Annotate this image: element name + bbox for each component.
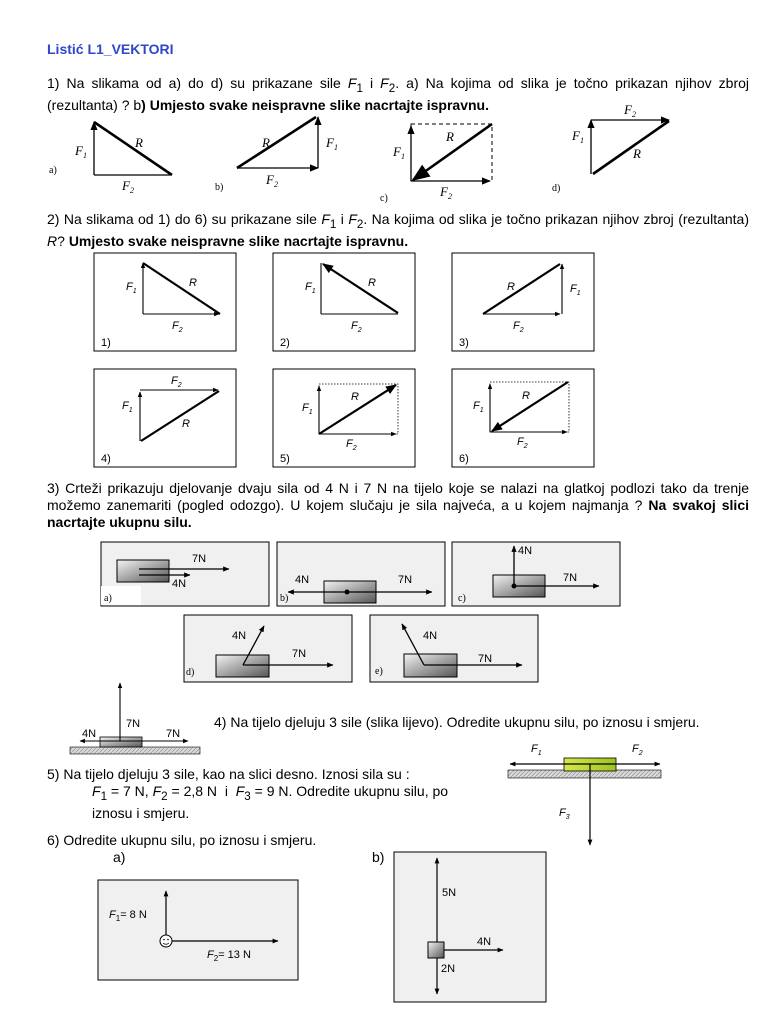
q1-figure-a bbox=[49, 122, 172, 195]
q6a-f1-label: $F_1= 8$ N bbox=[109, 909, 147, 923]
q2-figure-3-label: 3) bbox=[459, 337, 469, 349]
q2f2-f2-label: $F_2$ bbox=[351, 320, 362, 334]
q1-figure-a-label: a) bbox=[49, 165, 57, 176]
q2-figure-3 bbox=[452, 253, 594, 351]
q5-figure bbox=[508, 743, 661, 845]
q6-label-a: a) bbox=[113, 849, 126, 865]
q2-figure-2 bbox=[273, 253, 415, 351]
q2f3-r-label: R bbox=[507, 281, 515, 293]
q2-figure-2-label: 2) bbox=[280, 337, 290, 349]
q2f2-f1-label: $F_1$ bbox=[305, 281, 316, 295]
q2-figure-4 bbox=[94, 369, 236, 467]
q3-figure-d bbox=[184, 615, 352, 682]
q1a-f1-label: $F_1$ bbox=[75, 143, 87, 160]
q3-figure-b bbox=[277, 542, 445, 606]
q1a-f2-label: $F_2$ bbox=[122, 178, 134, 195]
q1-figure-b bbox=[215, 117, 338, 193]
q2-figure-6 bbox=[452, 369, 594, 467]
q3-figure-d-label: d) bbox=[186, 667, 195, 678]
q4-7n-right-label: 7N bbox=[166, 728, 181, 740]
q3e-7n-label: 7N bbox=[478, 653, 493, 665]
q6b-5n-label: 5N bbox=[442, 887, 457, 899]
q2f5-f2-label: $F_2$ bbox=[346, 438, 357, 452]
q2f3-f2-label: $F_2$ bbox=[513, 320, 524, 334]
q2f3-f1-label: $F_1$ bbox=[570, 283, 581, 297]
q3-figure-a bbox=[101, 542, 269, 606]
q3-figure-e-label: e) bbox=[375, 666, 383, 677]
q1-figure-c-label: c) bbox=[380, 193, 388, 204]
q6-figure-a bbox=[98, 880, 298, 980]
q3a-4n-label: 4N bbox=[172, 578, 187, 590]
q3-figure-c-label: c) bbox=[458, 593, 466, 604]
question-5-line-2: $F_1 = 7$ N, $F_2 = 2,8$ N i $F_3 = 9$ N. Odredite ukupnu silu, po iznosu i smjeru. bbox=[92, 783, 449, 821]
q1b-f2-label: $F_2$ bbox=[266, 172, 278, 189]
q4-7n-up-label: 7N bbox=[126, 718, 141, 730]
q2f4-f2-label: $F_2$ bbox=[171, 375, 182, 389]
q1a-r-label: R bbox=[135, 135, 143, 150]
q6b-2n-label: 2N bbox=[441, 963, 456, 975]
q3d-4n-label: 4N bbox=[232, 630, 247, 642]
q5-f2-label: $F_2$ bbox=[632, 743, 643, 757]
smiley-icon bbox=[160, 935, 172, 947]
q2f5-f1-label: $F_1$ bbox=[302, 402, 313, 416]
page-title: Listić L1_VEKTORI bbox=[47, 41, 174, 57]
q2-figure-1-label: 1) bbox=[101, 337, 111, 349]
q1-figure-c bbox=[380, 124, 492, 204]
q3c-7n-label: 7N bbox=[563, 572, 578, 584]
q1-figure-d bbox=[552, 102, 669, 194]
question-6-text: 6) Odredite ukupnu silu, po iznosu i smjeru. bbox=[47, 832, 317, 848]
q1b-r-label: R bbox=[262, 135, 270, 150]
question-3-text: 3) Crteži prikazuju djelovanje dvaju sila od 4 N i 7 N na tijelo koje se nalazi na glatkoj podlozi tako da trenje možemo zanemariti (pogled odozgo). U kojem slučaju je sila najveća, a u kojem najmanja ? Na svakoj slici nacrtajte ukupnu silu. bbox=[47, 480, 749, 530]
q2-figure-4-label: 4) bbox=[101, 453, 111, 465]
q1c-f1-label: $F_1$ bbox=[393, 144, 405, 161]
q3a-7n-label: 7N bbox=[192, 553, 207, 565]
q3b-7n-label: 7N bbox=[398, 574, 413, 586]
q2-figure-1 bbox=[94, 253, 236, 351]
q1-figure-d-label: d) bbox=[552, 183, 561, 194]
q2f4-r-label: R bbox=[182, 418, 190, 430]
q1-figure-b-label: b) bbox=[215, 182, 224, 193]
q5-f1-label: $F_1$ bbox=[531, 743, 542, 757]
q2f1-f2-label: $F_2$ bbox=[172, 320, 183, 334]
q3b-4n-label: 4N bbox=[295, 574, 310, 586]
q2f1-f1-label: $F_1$ bbox=[126, 281, 137, 295]
q6-label-b: b) bbox=[372, 849, 385, 865]
q3-figure-b-label: b) bbox=[280, 593, 289, 604]
q2f2-r-label: R bbox=[368, 277, 376, 289]
q1d-f2-label: $F_2$ bbox=[624, 102, 636, 119]
q1b-f1-label: $F_1$ bbox=[326, 135, 338, 152]
q3-figure-a-label: a) bbox=[104, 593, 112, 604]
q3-figure-e bbox=[370, 615, 538, 682]
question-1-text: 1) Na slikama od a) do d) su prikazane sile $F_1$ i $F_2$. a) Na kojima od slika je točno prikazan njihov zbroj (rezultanta) ? b) Umjesto svake neispravne slike nacrtajte ispravnu. bbox=[47, 75, 750, 113]
question-2-text: 2) Na slikama od 1) do 6) su prikazane sile $F_1$ i $F_2$. Na kojima od slika je točno prikazan njihov zbroj (rezultanta) R? Umjesto svake neispravne slike nacrtajte ispravnu. bbox=[47, 211, 750, 249]
q3e-4n-label: 4N bbox=[423, 630, 438, 642]
q2f6-r-label: R bbox=[522, 390, 530, 402]
question-5-line-1: 5) Na tijelo djeluju 3 sile, kao na slici desno. Iznosi sila su : bbox=[47, 766, 410, 782]
q2f1-r-label: R bbox=[189, 277, 197, 289]
q2-figure-5-label: 5) bbox=[280, 453, 290, 465]
q6a-f2-label: $F_2= 13$ N bbox=[207, 949, 251, 963]
q1d-r-label: R bbox=[633, 146, 641, 161]
q2-figure-6-label: 6) bbox=[459, 453, 469, 465]
q3d-7n-label: 7N bbox=[292, 648, 307, 660]
q3-figure-c bbox=[452, 542, 620, 606]
q6-figure-b bbox=[394, 852, 546, 1002]
q5-f3-label: $F_3$ bbox=[559, 807, 570, 821]
q1c-r-label: R bbox=[446, 129, 454, 144]
q2f5-r-label: R bbox=[351, 391, 359, 403]
question-4-text: 4) Na tijelo djeluju 3 sile (slika lijevo). Odredite ukupnu silu, po iznosu i smjeru. bbox=[214, 714, 700, 730]
q2f6-f1-label: $F_1$ bbox=[473, 400, 484, 414]
q6b-4n-label: 4N bbox=[477, 936, 492, 948]
q1d-f1-label: $F_1$ bbox=[572, 128, 584, 145]
q2f6-f2-label: $F_2$ bbox=[517, 436, 528, 450]
q1c-f2-label: $F_2$ bbox=[440, 184, 452, 201]
q2f4-f1-label: $F_1$ bbox=[122, 400, 133, 414]
q3c-4n-label: 4N bbox=[518, 545, 533, 557]
q2-figure-5 bbox=[273, 369, 415, 467]
q4-4n-label: 4N bbox=[82, 728, 97, 740]
q4-figure bbox=[70, 683, 200, 754]
